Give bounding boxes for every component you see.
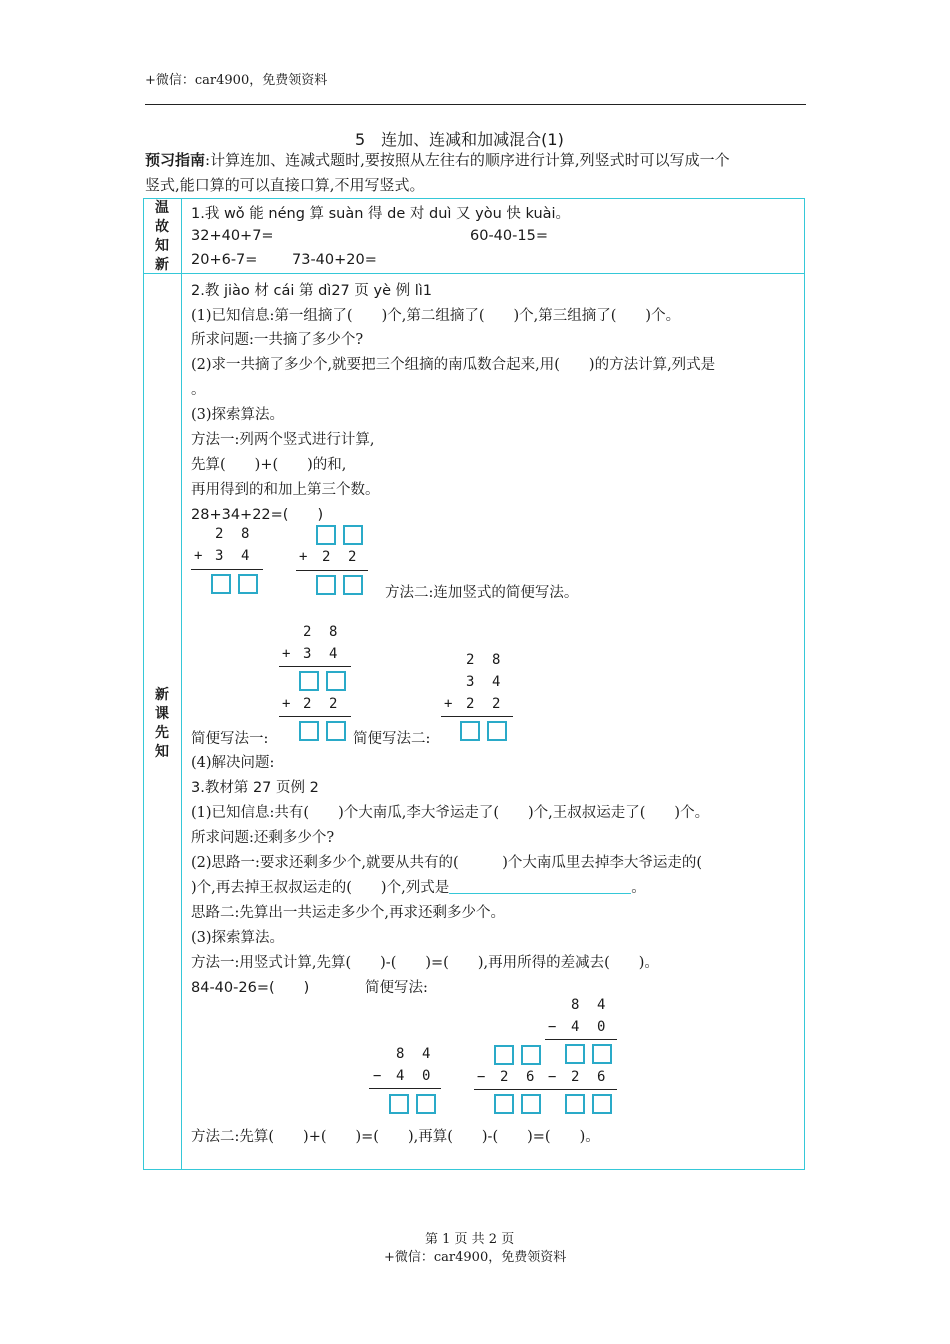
answer-box[interactable] [592, 1094, 612, 1114]
table-column-divider [181, 198, 182, 1170]
digit: 8 [492, 652, 501, 668]
sum-line [191, 569, 263, 570]
sum-line [441, 716, 513, 717]
answer-box[interactable] [592, 1044, 612, 1064]
footer-contact: +微信：car4900，免费领资料 [384, 1250, 567, 1265]
digit: 2 [329, 696, 338, 712]
simple-method-3-label: 简便写法: [365, 980, 428, 996]
answer-box[interactable] [316, 525, 336, 545]
q2-2: (2)求一共摘了多少个,就要把三个组摘的南瓜数合起来,用( )的方法计算,列式是 [191, 357, 716, 373]
sum-line [296, 570, 368, 571]
minus-sign: − [548, 1069, 557, 1085]
answer-box[interactable] [494, 1094, 514, 1114]
digit: 8 [571, 997, 580, 1013]
answer-box[interactable] [521, 1094, 541, 1114]
plus-sign: + [444, 696, 453, 712]
answer-box[interactable] [494, 1045, 514, 1065]
q2-1b: 所求问题:一共摘了多少个? [191, 332, 364, 348]
lesson-title: 5 连加、连减和加减混合(1) [355, 130, 564, 149]
difference-line [474, 1089, 546, 1090]
q3-2b-line [191, 876, 646, 897]
row2-label-char: 先 [155, 725, 169, 741]
digit: 2 [215, 526, 224, 542]
row1-label-char: 故 [155, 219, 169, 235]
digit: 2 [322, 549, 331, 565]
q2-3: (3)探索算法。 [191, 407, 285, 423]
row2-label-char: 课 [155, 706, 169, 722]
minus-sign: − [548, 1019, 557, 1035]
digit: 4 [396, 1068, 405, 1084]
digit: 2 [492, 696, 501, 712]
simple-method-1-label: 简便写法一: [191, 731, 269, 747]
digit: 6 [597, 1069, 606, 1085]
answer-box[interactable] [343, 525, 363, 545]
page-number: 第 1 页 共 2 页 [425, 1232, 515, 1247]
digit: 8 [241, 526, 250, 542]
row1-label-char: 知 [155, 238, 169, 254]
simple-method-2-label: 简便写法二: [353, 731, 431, 747]
digit: 3 [466, 674, 475, 690]
q3-title: 3.教材第 27 页例 2 [191, 780, 319, 796]
plus-sign: + [282, 646, 291, 662]
plus-sign: + [194, 548, 203, 564]
difference-line [369, 1088, 441, 1089]
row1-label [143, 199, 181, 275]
digit: 4 [492, 674, 501, 690]
difference-line [545, 1039, 617, 1040]
digit: 2 [571, 1069, 580, 1085]
q2-title: 2.教 jiào 材 cái 第 dì27 页 yè 例 lì1 [191, 283, 432, 299]
expr-28-34-22: 28+34+22=( ) [191, 507, 324, 523]
answer-box[interactable] [565, 1044, 585, 1064]
digit: 2 [466, 696, 475, 712]
answer-box[interactable] [326, 721, 346, 741]
digit: 4 [329, 646, 338, 662]
answer-box[interactable] [487, 721, 507, 741]
guide-label: 预习指南 [145, 151, 206, 169]
q2-1: (1)已知信息:第一组摘了( )个,第二组摘了( )个,第三组摘了( )个。 [191, 308, 681, 324]
header-rule [145, 104, 806, 105]
guide-line-1 [145, 148, 730, 173]
q1-title: 1.我 wǒ 能 néng 算 suàn 得 de 对 duì 又 yòu 快 kuài。 [191, 206, 571, 222]
digit: 3 [215, 548, 224, 564]
digit: 2 [348, 549, 357, 565]
q2-2b: 。 [191, 382, 206, 398]
digit: 0 [597, 1019, 606, 1035]
q3-1: (1)已知信息:共有( )个大南瓜,李大爷运走了( )个,王叔叔运走了( )个。 [191, 805, 710, 821]
digit: 2 [500, 1069, 509, 1085]
guide-line-2: 竖式,能口算的可以直接口算,不用写竖式。 [145, 176, 425, 194]
sum-line [279, 716, 351, 717]
method-1b: 先算( )+( )的和, [191, 457, 347, 473]
q3-1b: 所求问题:还剩多少个? [191, 830, 335, 846]
answer-box[interactable] [343, 575, 363, 595]
answer-box[interactable] [389, 1094, 409, 1114]
answer-box[interactable] [211, 574, 231, 594]
q3-method-1: 方法一:用竖式计算,先算( )-( )=( ),再用所得的差减去( )。 [191, 955, 659, 971]
sum-line [279, 666, 351, 667]
method-2: 方法二:连加竖式的简便写法。 [385, 585, 579, 601]
difference-line [545, 1089, 617, 1090]
row1-label-char: 新 [155, 257, 169, 273]
minus-sign: − [477, 1069, 486, 1085]
digit: 4 [241, 548, 250, 564]
row2-label-char: 新 [155, 687, 169, 703]
answer-box[interactable] [521, 1045, 541, 1065]
digit: 2 [303, 696, 312, 712]
q3-2c: 。 [631, 880, 646, 896]
q3-2d: 思路二:先算出一共运走多少个,再求还剩多少个。 [191, 905, 505, 921]
q3-2b: )个,再去掉王叔叔运走的( )个,列式是 [191, 880, 450, 896]
digit: 4 [597, 997, 606, 1013]
guide-text-1: :计算连加、连减式题时,要按照从左往右的顺序进行计算,列竖式时可以写成一个 [205, 151, 730, 169]
plus-sign: + [282, 696, 291, 712]
digit: 2 [466, 652, 475, 668]
digit: 4 [422, 1046, 431, 1062]
row2-label-char: 知 [155, 744, 169, 760]
digit: 0 [422, 1068, 431, 1084]
answer-box[interactable] [460, 721, 480, 741]
table-row-divider [143, 273, 805, 274]
plus-sign: + [299, 549, 308, 565]
answer-box[interactable] [316, 575, 336, 595]
answer-box[interactable] [416, 1094, 436, 1114]
digit: 8 [396, 1046, 405, 1062]
q2-4: (4)解决问题: [191, 755, 275, 771]
row1-label-char: 温 [155, 200, 169, 216]
expr-84-40-26: 84-40-26=( ) [191, 980, 310, 996]
q1-expr-d: 73-40+20= [292, 252, 377, 268]
digit: 8 [329, 624, 338, 640]
answer-box[interactable] [238, 574, 258, 594]
answer-box[interactable] [565, 1094, 585, 1114]
formula-blank[interactable] [449, 879, 631, 894]
q3-3: (3)探索算法。 [191, 930, 285, 946]
answer-box[interactable] [299, 721, 319, 741]
digit: 4 [571, 1019, 580, 1035]
q1-expr-a: 32+40+7= [191, 228, 274, 244]
q3-2: (2)思路一:要求还剩多少个,就要从共有的( )个大南瓜里去掉李大爷运走的( [191, 855, 703, 871]
q1-expr-c: 20+6-7= [191, 252, 258, 268]
q1-expr-b: 60-40-15= [470, 228, 548, 244]
minus-sign: − [373, 1068, 382, 1084]
q3-method-2: 方法二:先算( )+( )=( ),再算( )-( )=( )。 [191, 1129, 600, 1145]
method-1: 方法一:列两个竖式进行计算, [191, 432, 375, 448]
header-contact: +微信：car4900，免费领资料 [145, 73, 328, 88]
row2-label [143, 686, 181, 762]
digit: 3 [303, 646, 312, 662]
digit: 6 [526, 1069, 535, 1085]
digit: 2 [303, 624, 312, 640]
method-1c: 再用得到的和加上第三个数。 [191, 482, 380, 498]
answer-box[interactable] [326, 671, 346, 691]
answer-box[interactable] [299, 671, 319, 691]
